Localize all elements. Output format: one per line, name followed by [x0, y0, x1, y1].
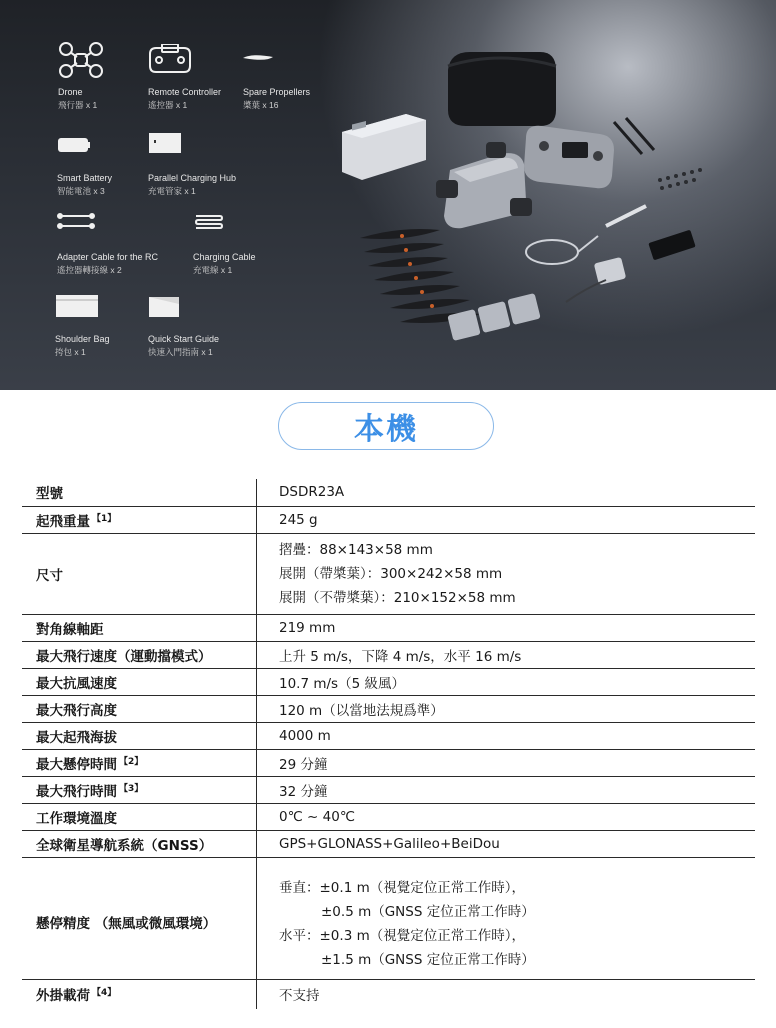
adapter-cable-icon: [57, 213, 95, 229]
propeller-icon: [242, 52, 274, 64]
kit-remote-label: Remote Controller 遙控器 x 1: [148, 87, 222, 110]
kit-charge-cable-label: Charging Cable 充電線 x 1: [193, 252, 256, 275]
spec-value: [257, 857, 756, 979]
kit-drone-label: Drone 飛行器 x 1: [58, 87, 98, 110]
spec-row-takeoff-weight: [22, 506, 755, 533]
spec-table: [22, 479, 755, 1009]
spec-key: 最大飛行速度（運動擋模式）: [22, 641, 257, 668]
spec-key: 型號: [22, 479, 257, 506]
spec-key: 最大懸停時間 $^{【2】}$: [22, 749, 257, 776]
spec-row-max-takeoff-altitude: [22, 722, 755, 749]
spec-row-hover-accuracy: [22, 857, 755, 979]
spec-value: [257, 533, 756, 614]
spec-key: 尺寸: [22, 533, 257, 614]
spec-value-line: ±1.5 m（GNSS 定位正常工作時）: [321, 952, 535, 968]
spec-key: 懸停精度 （無風或微風環境）: [22, 857, 257, 979]
spec-value-line: 展開（帶槳葉）：300×242×58 mm: [279, 565, 503, 582]
spec-key: 最大起飛海拔: [22, 722, 257, 749]
spec-value: 245 g: [257, 506, 756, 533]
quick-start-guide-icon: [148, 296, 180, 318]
photo-remote: [524, 126, 614, 189]
spec-value: 10.7 m/s（5 級風）: [257, 668, 756, 695]
spec-row-max-flight-time: [22, 776, 755, 803]
spec-value: DSDR23A: [257, 479, 756, 506]
spec-value-line: 展開（不帶槳葉）：210×152×58 mm: [279, 589, 516, 606]
spec-value: 0℃ ~ 40℃: [257, 803, 756, 830]
product-kit-photo: [330, 30, 750, 350]
photo-charging-cable: [526, 240, 578, 264]
spec-row-gnss: [22, 830, 755, 857]
spec-key: 最大飛行高度: [22, 695, 257, 722]
spec-key: 工作環境溫度: [22, 803, 257, 830]
spec-row-max-speed: [22, 641, 755, 668]
kit-battery-label: Smart Battery 智能電池 x 3: [57, 173, 113, 196]
kit-hub-label: Parallel Charging Hub 充電管家 x 1: [148, 173, 237, 196]
footnote-ref: 【4】: [92, 988, 117, 999]
kit-guide-label: Quick Start Guide 快速入門指南 x 1: [148, 334, 220, 357]
spec-row-dimensions: [22, 533, 755, 614]
spec-key: 最大飛行時間 $^{【3】}$: [22, 776, 257, 803]
spec-value: 4000 m: [257, 722, 756, 749]
spec-row-wheelbase: [22, 614, 755, 641]
photo-drone: [436, 142, 532, 228]
charging-hub-icon: [148, 132, 182, 154]
spec-value: 不支持: [279, 988, 320, 1005]
spec-value: 32 分鐘: [257, 776, 756, 803]
spec-key: 對角線軸距: [22, 614, 257, 641]
drone-icon: [58, 40, 104, 80]
spec-value-line: 水平：±0.3 m（視覺定位正常工作時），: [279, 928, 525, 944]
spec-key: 全球衛星導航系統（GNSS）: [22, 830, 257, 857]
kit-rc-cable-label: Adapter Cable for the RC 遙控器轉接線 x 2: [57, 252, 159, 275]
spec-value-line: 垂直：±0.1 m（視覺定位正常工作時），: [279, 880, 525, 896]
spec-value-line: ±0.5 m（GNSS 定位正常工作時）: [321, 904, 535, 920]
spec-row-max-altitude: [22, 695, 755, 722]
footnote-ref: 【3】: [119, 783, 144, 794]
section-title-pill: [278, 402, 494, 450]
spec-key: 最大抗風速度: [22, 668, 257, 695]
battery-icon: [57, 137, 91, 153]
spec-value: GPS+GLONASS+Galileo+BeiDou: [257, 830, 756, 857]
spec-row-operating-temp: [22, 803, 755, 830]
spec-key: 起飛重量 $^{【1】}$: [22, 506, 257, 533]
photo-propellers: [360, 229, 480, 323]
spec-value: 120 m（以當地法規爲準）: [257, 695, 756, 722]
spec-key: 外掛載荷 $^{【4】}$: [22, 979, 257, 1009]
shoulder-bag-icon: [55, 294, 99, 318]
photo-accessory-case: [648, 230, 695, 261]
spec-value: 219 mm: [257, 614, 756, 641]
spec-row-max-hover-time: [22, 749, 755, 776]
kit-contents-banner: [0, 0, 776, 390]
footnote-ref: 【1】: [92, 513, 117, 524]
spec-row-model: [22, 479, 755, 506]
footnote-ref: 【2】: [119, 756, 144, 767]
spec-value: 29 分鐘: [257, 749, 756, 776]
charging-cable-icon: [194, 213, 224, 231]
spec-value: 上升 5 m/s，下降 4 m/s，水平 16 m/s: [257, 641, 756, 668]
spec-row-wind-resistance: [22, 668, 755, 695]
kit-propellers-label: Spare Propellers 槳葉 x 16: [243, 87, 311, 110]
spec-row-payload: [22, 979, 755, 1009]
section-title: 本機: [354, 412, 418, 447]
kit-bag-label: Shoulder Bag 挎包 x 1: [55, 334, 110, 357]
spec-value-line: 摺疊：88×143×58 mm: [279, 541, 433, 558]
remote-controller-icon: [146, 44, 194, 76]
